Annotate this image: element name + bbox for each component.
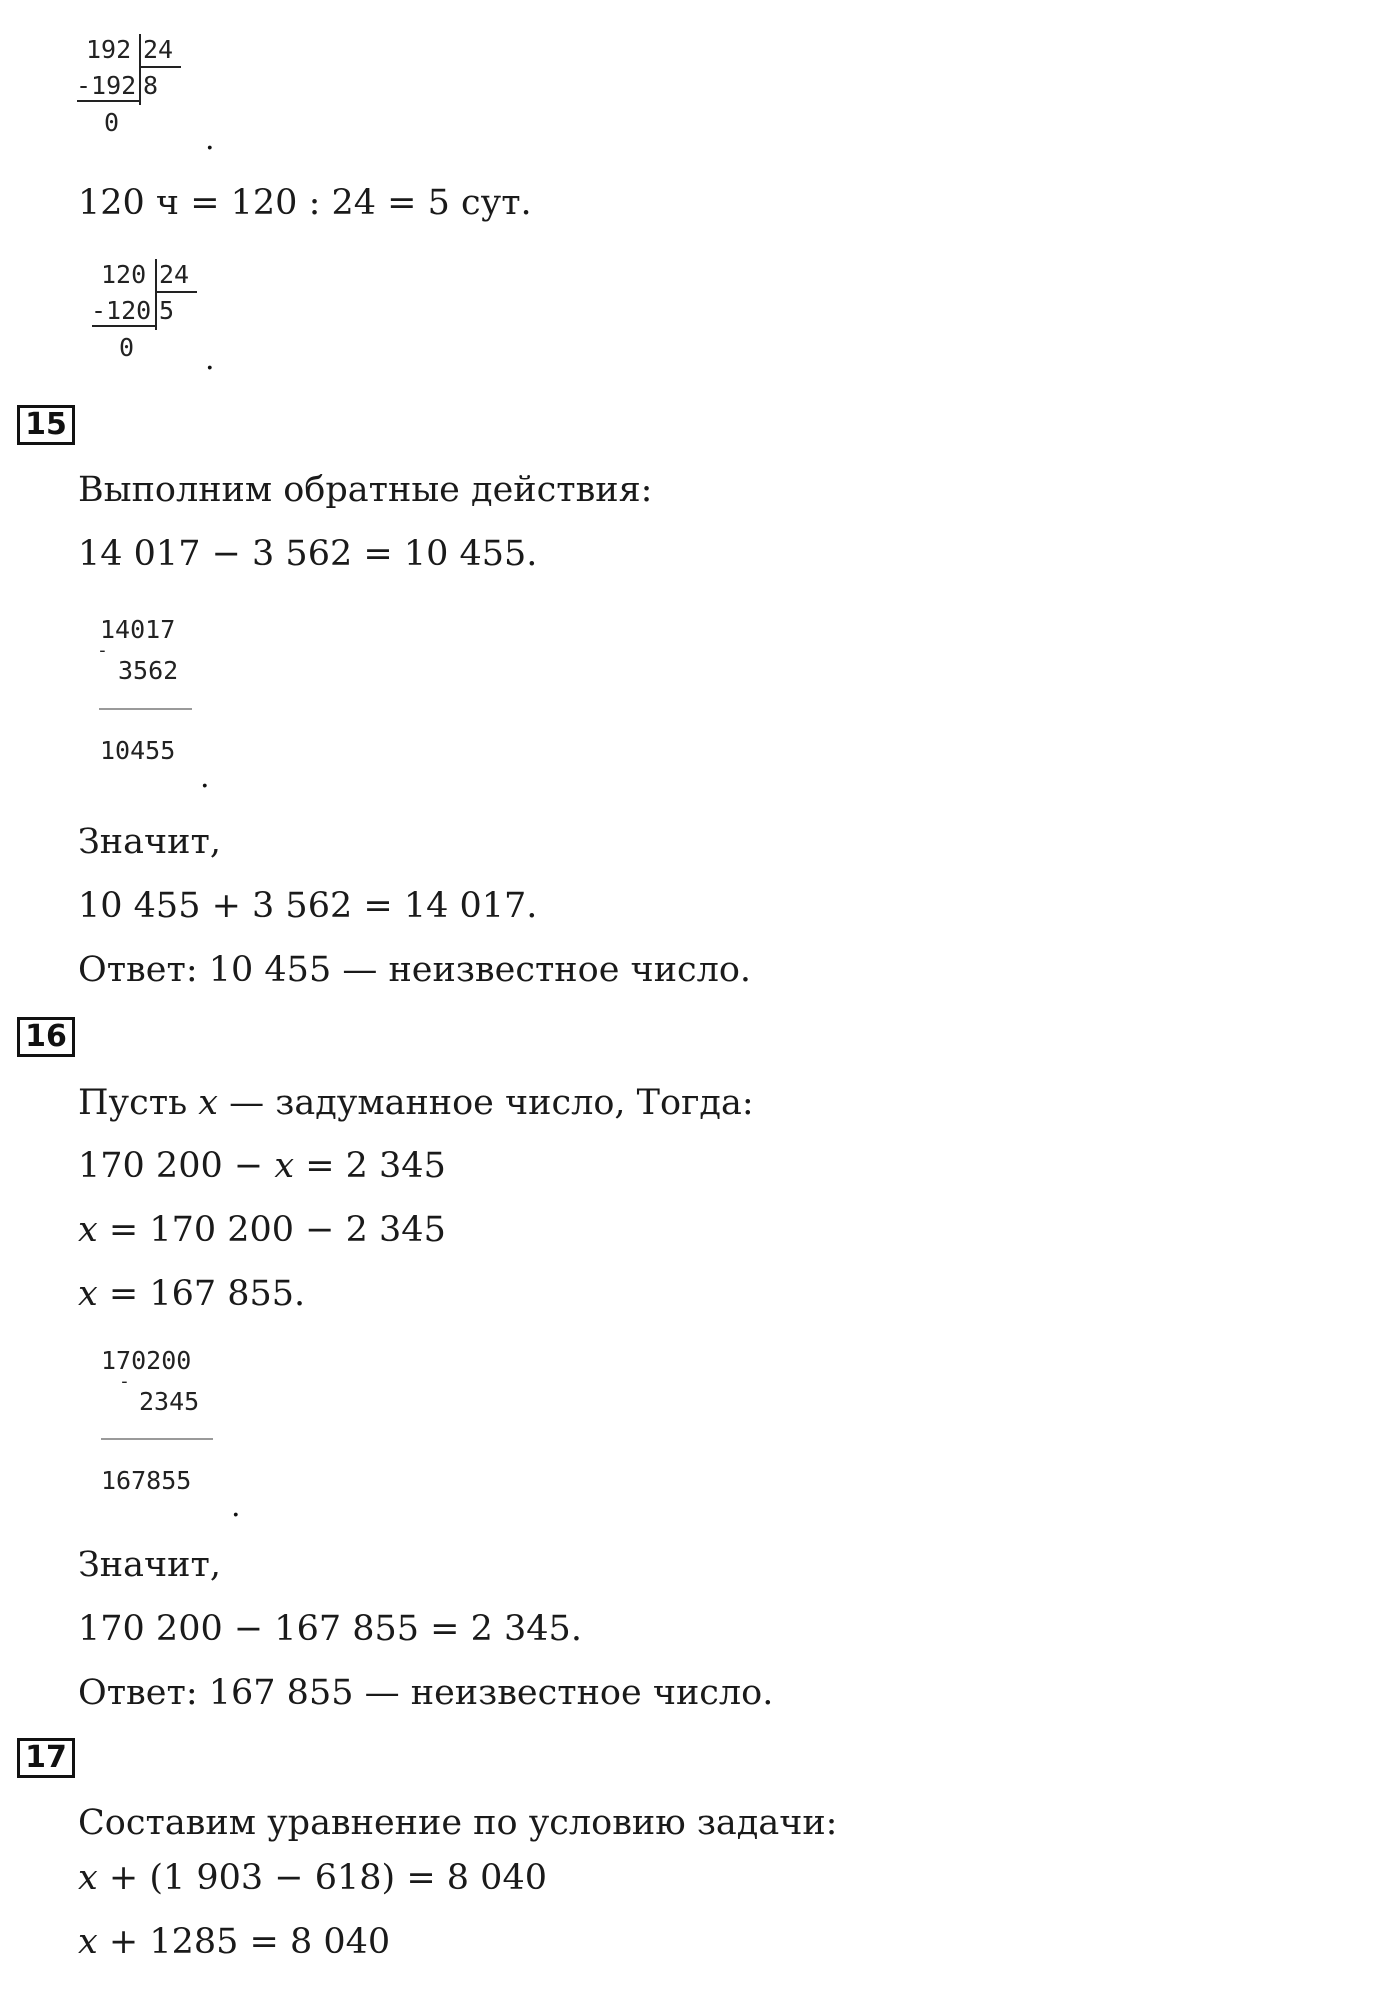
variable-x: x — [78, 1210, 98, 1250]
task15-intro: Выполним обратные действия: — [78, 470, 653, 510]
task17-equation-1: x + (1 903 − 618) = 8 040 — [78, 1858, 547, 1898]
task16-equation-3: x = 167 855. — [78, 1274, 306, 1314]
quotient: 5 — [159, 296, 175, 325]
quotient-line — [155, 291, 197, 293]
quotient-line — [139, 66, 181, 68]
task15-check: 10 455 + 3 562 = 14 017. — [78, 886, 538, 926]
subtrahend: 3562 — [118, 656, 179, 685]
divisor: 24 — [159, 260, 190, 289]
task17-equation-2: x + 1285 = 8 040 — [78, 1922, 391, 1962]
task-number-16: 16 — [17, 1017, 75, 1057]
dividend: 192 — [86, 35, 132, 64]
dividend: 120 — [101, 260, 147, 289]
task15-equation: 14 017 − 3 562 = 10 455. — [78, 534, 538, 574]
variable-x: x — [78, 1858, 98, 1898]
end-dot: . — [205, 342, 215, 377]
difference: 10455 — [100, 736, 176, 765]
task16-intro: Пусть x — задуманное число, Тогда: — [78, 1083, 754, 1123]
division-bar — [155, 259, 157, 330]
minuend: 170200 — [101, 1346, 192, 1375]
variable-x: x — [78, 1274, 98, 1314]
remainder: 0 — [119, 333, 135, 362]
task17-intro: Составим уравнение по условию задачи: — [78, 1803, 838, 1843]
subtrahend: 2345 — [139, 1387, 200, 1416]
task-number-17: 17 — [17, 1738, 75, 1778]
task16-equation-2: x = 170 200 − 2 345 — [78, 1210, 446, 1250]
subtract-line — [92, 325, 155, 327]
task16-check: 170 200 − 167 855 = 2 345. — [78, 1609, 582, 1649]
end-dot: . — [231, 1489, 241, 1524]
division-bar — [139, 34, 141, 105]
subtrahend: -120 — [91, 296, 152, 325]
minuend: 14017 — [100, 615, 176, 644]
hours-to-days-line: 120 ч = 120 : 24 = 5 сут. — [78, 183, 532, 223]
task15-then: Значит, — [78, 822, 221, 862]
result-line — [99, 708, 192, 710]
minus-sign: - — [97, 640, 108, 661]
end-dot: . — [200, 760, 210, 795]
end-dot: . — [205, 122, 215, 157]
task16-then: Значит, — [78, 1545, 221, 1585]
task15-answer: Ответ: 10 455 — неизвестное число. — [78, 950, 752, 990]
difference: 167855 — [101, 1466, 192, 1495]
task-number-15: 15 — [17, 405, 75, 445]
quotient: 8 — [143, 71, 159, 100]
task16-answer: Ответ: 167 855 — неизвестное число. — [78, 1673, 774, 1713]
minus-sign: - — [119, 1371, 130, 1392]
divisor: 24 — [143, 35, 174, 64]
subtrahend: -192 — [76, 71, 137, 100]
variable-x: x — [198, 1083, 219, 1123]
result-line — [101, 1438, 213, 1440]
variable-x: x — [78, 1922, 98, 1962]
subtract-line — [77, 100, 139, 102]
task16-equation-1: 170 200 − x = 2 345 — [78, 1146, 446, 1186]
variable-x: x — [274, 1146, 295, 1186]
remainder: 0 — [104, 108, 120, 137]
